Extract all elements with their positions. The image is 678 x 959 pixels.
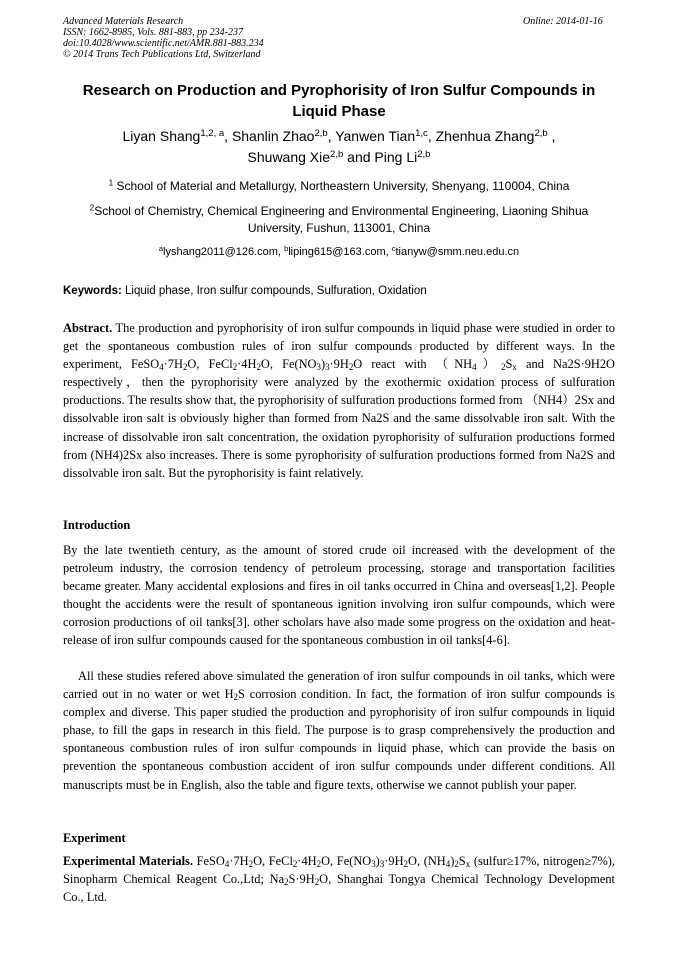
paragraph-text: O, (NH bbox=[408, 854, 446, 868]
authors-line-2 bbox=[63, 147, 615, 168]
abstract-text: S bbox=[505, 357, 513, 372]
paragraph-text: O, FeCl bbox=[253, 854, 293, 868]
subscript: 3 bbox=[325, 361, 330, 372]
email-mark: c bbox=[391, 243, 396, 253]
affiliation-mark: 2 bbox=[89, 203, 95, 213]
materials-label: Experimental Materials. bbox=[63, 854, 193, 868]
paragraph-text: ·4H bbox=[297, 854, 317, 868]
subscript: 2 bbox=[232, 361, 238, 372]
email-address: liping615@163.com, bbox=[288, 246, 392, 258]
subscript: 2 bbox=[292, 858, 298, 869]
subscript: 3 bbox=[316, 361, 321, 372]
subscript: 4 bbox=[224, 858, 230, 869]
abstract-text: O, FeCl bbox=[187, 357, 233, 372]
subscript: 2 bbox=[316, 858, 322, 869]
email-mark: b bbox=[284, 243, 289, 253]
introduction-paragraph-1: By the late twentieth century, as the amount of stored crude oil increased with the development of the petroleum industry, the corrosion tendency of petroleum processing, storage and transportation facilities became greater. Many accidental explosions and fires in oil tanks occurred in China and overseas[1,2]. People thought the accidents were the result of spontaneous ignition involving iron sulfur compounds, which were corrosion productions of oil tanks[3]. other scholars have also made some progress on the oxidation and heat-release of iron sulfur compounds caused for the spontaneous combustion in oil tanks[4-6]. bbox=[63, 543, 615, 648]
paragraph-text: ) bbox=[450, 854, 455, 868]
paragraph-text: S bbox=[458, 854, 466, 868]
affiliation-2-line-2: University, Fushun, 113001, China bbox=[247, 221, 431, 235]
online-date: Online: 2014-01-16 bbox=[523, 16, 603, 27]
paragraph-text: ) bbox=[375, 854, 380, 868]
author-affiliation-mark: 2,b bbox=[330, 148, 344, 160]
title-line-2: Liquid Phase bbox=[292, 103, 386, 120]
paragraph-text: ·7H bbox=[229, 854, 249, 868]
subscript: x bbox=[512, 361, 517, 372]
paragraph-text: O, Fe(NO bbox=[321, 854, 372, 868]
title-line-1: Research on Production and Pyrophorisity of Iron Sulfur Compounds in bbox=[82, 82, 596, 99]
keywords-label: Keywords: bbox=[63, 285, 122, 297]
author-list bbox=[63, 126, 615, 168]
subscript: 4 bbox=[472, 361, 477, 372]
affiliation-1 bbox=[63, 178, 615, 195]
authors-line-1 bbox=[63, 126, 615, 147]
email-mark: a bbox=[158, 243, 164, 253]
introduction-paragraph-2 bbox=[63, 667, 615, 794]
paragraph-text: (sulfur≥17%, nitrogen≥7%), Sinopharm Chemical Reagent Co.,Ltd; Na bbox=[63, 854, 615, 887]
paper-title bbox=[63, 80, 615, 122]
author-name: Ping Li bbox=[374, 149, 418, 165]
subscript: 2 bbox=[284, 876, 289, 887]
affiliation-text: School of Chemistry, Chemical Engineering and Environmental Engineering, Liaoning Shihua bbox=[94, 204, 589, 218]
paragraph-text: FeSO bbox=[192, 854, 225, 868]
subscript: 4 bbox=[159, 361, 164, 372]
subscript: 3 bbox=[371, 858, 376, 869]
materials-paragraph bbox=[63, 852, 615, 906]
author-affiliation-mark: 2,b bbox=[314, 127, 328, 139]
author-name: Shuwang Xie bbox=[247, 149, 331, 165]
abstract-text: and Na2S·9H2O respectively，then the pyrophorisity were analyzed by the exothermic oxidation process of sulfuration productions. The results show that, the pyrophorisity of sulfuration productions formed from （NH4）2Sx and dissolvable iron salt is obviously higher than formed from Na2S and the same dissolvable iron salt. With the increase of dissolvable iron salt concentration, the oxidation pyrophorisity of sulfuration productions formed from (NH4)2Sx also increases. There is some pyrophorisity of sulfuration productions formed from Na2S and dissolvable iron salt. But the pyrophorisity is faint relatively. bbox=[63, 357, 616, 480]
email-address: lyshang2011@126.com, bbox=[163, 246, 285, 258]
email-address: tianyw@smm.neu.edu.cn bbox=[395, 246, 520, 258]
subscript: 2 bbox=[233, 691, 238, 702]
copyright-line: © 2014 Trans Tech Publications Ltd, Switzerland bbox=[63, 49, 261, 60]
abstract-text: The production and pyrophorisity of iron sulfur compounds in liquid phase were studied in order to get the spontaneous combustion rules of iron sulfur compounds producted by different ways. In the experiment, FeSO bbox=[63, 321, 615, 372]
author-separator: , bbox=[427, 128, 436, 144]
affiliation-2 bbox=[63, 203, 615, 237]
abstract-text: ·7H bbox=[163, 357, 183, 372]
author-separator: , bbox=[224, 128, 232, 144]
abstract-label: Abstract. bbox=[63, 321, 113, 335]
keywords-text: Liquid phase, Iron sulfur compounds, Sulfuration, Oxidation bbox=[121, 285, 427, 297]
author-affiliation-mark: 2,b bbox=[417, 148, 431, 160]
affiliation-mark: 1 bbox=[108, 178, 114, 188]
abstract-text: ·4H bbox=[237, 357, 257, 372]
subscript: 2 bbox=[256, 361, 261, 372]
subscript: 4 bbox=[445, 858, 451, 869]
author-name: Shanlin Zhao bbox=[231, 128, 315, 144]
author-separator: , bbox=[547, 128, 556, 144]
paragraph-text: S corrosion condition. In fact, the formation of iron sulfur compounds is complex and diverse. This paper studied the production and pyrophorisity of iron sulfur compounds in liquid phase, to fill the gaps in research in this field. The purpose is to grasp comprehensively the production and spontaneous combustion rules of iron sulfur compounds in liquid phase, which can provide the basis on prevention the spontaneous combustion accident of iron sulfur compounds under different conditions. All manuscripts must be in English, also the table and figure texts, otherwise we cannot publish your paper. bbox=[63, 687, 615, 792]
doi-line: doi:10.4028/www.scientific.net/AMR.881-883.234 bbox=[63, 38, 264, 49]
author-name: Zhenhua Zhang bbox=[435, 128, 535, 144]
keywords-line bbox=[63, 284, 615, 299]
abstract-text: O, Fe(NO bbox=[260, 357, 317, 372]
paragraph-text: O, Shanghai Tongya Chemical Technology Development Co., Ltd. bbox=[63, 872, 615, 905]
journal-name: Advanced Materials Research bbox=[63, 16, 184, 27]
issn-line: ISSN: 1662-8985, Vols. 881-883, pp 234-237 bbox=[63, 27, 243, 38]
subscript: 2 bbox=[348, 361, 354, 372]
subscript: 2 bbox=[182, 361, 188, 372]
subscript: 3 bbox=[379, 858, 385, 869]
abstract-text: ·9H bbox=[329, 357, 349, 372]
email-list bbox=[63, 245, 615, 260]
author-separator: and bbox=[343, 149, 375, 165]
paragraph-text: ·9H bbox=[384, 854, 404, 868]
abstract-text: O react with （NH bbox=[353, 357, 473, 372]
subscript: 2 bbox=[501, 361, 506, 372]
subscript: 2 bbox=[314, 876, 320, 887]
author-name: Yanwen Tian bbox=[335, 128, 416, 144]
abstract-text: ) bbox=[320, 357, 326, 372]
paragraph-text: All these studies refered above simulated the generation of iron sulfur compounds in oil tanks, which were carried out in no water or wet H bbox=[63, 669, 615, 702]
subscript: 2 bbox=[248, 858, 254, 869]
introduction-heading: Introduction bbox=[63, 518, 131, 532]
author-name: Liyan Shang bbox=[122, 128, 201, 144]
abstract-paragraph bbox=[63, 319, 615, 482]
author-affiliation-mark: 1,c bbox=[415, 127, 428, 139]
subscript: 2 bbox=[454, 858, 459, 869]
experiment-heading: Experiment bbox=[63, 831, 126, 845]
author-affiliation-mark: 1,2, a bbox=[200, 127, 225, 139]
abstract-text: ） bbox=[476, 357, 502, 372]
author-affiliation-mark: 2,b bbox=[534, 127, 548, 139]
affiliation-2-line-1 bbox=[63, 203, 615, 220]
subscript: 2 bbox=[403, 858, 408, 869]
affiliation-text: School of Material and Metallurgy, Northeastern University, Shenyang, 110004, China bbox=[113, 179, 570, 193]
paragraph-text: S·9H bbox=[288, 872, 315, 887]
subscript: x bbox=[465, 858, 471, 869]
author-separator: , bbox=[327, 128, 336, 144]
